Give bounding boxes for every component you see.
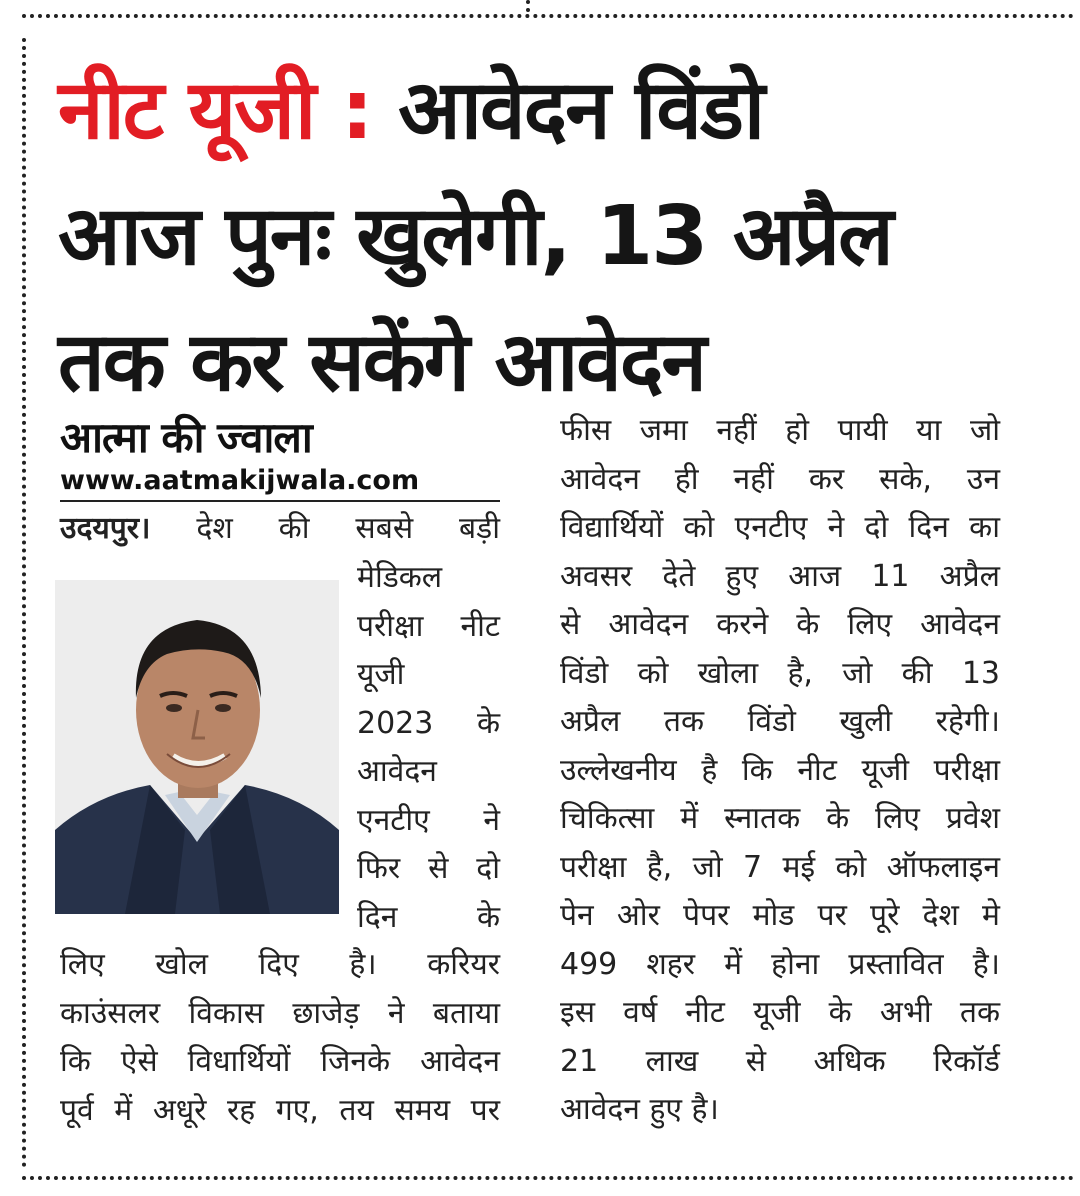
brand-name: आत्मा की ज्वाला bbox=[60, 413, 312, 462]
narrow-line: दिन के bbox=[357, 899, 500, 935]
body-line: कि ऐसे विधार्थियों जिनके आवेदन bbox=[60, 1044, 500, 1079]
body-line: उल्लेखनीय है कि नीट यूजी परीक्षा bbox=[560, 752, 1000, 788]
headline bbox=[58, 48, 1058, 426]
body-line: विद्यार्थियों को एनटीए ने दो दिन का bbox=[560, 510, 1000, 545]
person-portrait-illustration bbox=[55, 580, 339, 914]
body-line: अवसर देते हुए आज 11 अप्रैल bbox=[560, 558, 1000, 594]
narrow-line: आवेदन bbox=[357, 754, 437, 789]
body-line: 21 लाख से अधिक रिकॉर्ड bbox=[560, 1043, 1000, 1079]
column-1-bottom-text bbox=[60, 941, 500, 1135]
body-line: आवेदन ही नहीं कर सके, उन bbox=[560, 461, 1000, 497]
top-dotted-border bbox=[22, 14, 1074, 18]
body-line: परीक्षा है, जो 7 मई को ऑफलाइन bbox=[560, 849, 1000, 885]
byline-divider bbox=[60, 500, 500, 502]
narrow-line: यूजी bbox=[357, 657, 405, 692]
body-line: फीस जमा नहीं हो पायी या जो bbox=[560, 413, 1000, 448]
body-line: 499 शहर में होना प्रस्तावित है। bbox=[560, 946, 1000, 982]
headline-black-part: आवेदन विंडो bbox=[398, 63, 764, 158]
dateline: उदयपुर। bbox=[60, 511, 151, 546]
body-line: विंडो को खोला है, जो की 13 bbox=[560, 655, 1000, 691]
narrow-line: फिर से दो bbox=[357, 851, 500, 886]
bottom-dotted-border bbox=[22, 1176, 1074, 1180]
headline-line-3: तक कर सकेंगे आवेदन bbox=[58, 315, 705, 410]
body-line: से आवेदन करने के लिए आवेदन bbox=[560, 607, 1000, 642]
column-1-lead bbox=[60, 505, 500, 554]
body-line: काउंसलर विकास छाजेड़ ने बताया bbox=[60, 995, 500, 1031]
narrow-line: 2023 के bbox=[357, 705, 500, 741]
column-2-text bbox=[560, 407, 1000, 1135]
headline-red-part: नीट यूजी : bbox=[58, 63, 372, 158]
narrow-line: मेडिकल bbox=[357, 560, 443, 595]
body-line: पेन ओर पेपर मोड पर पूरे देश मे bbox=[560, 898, 1000, 933]
left-dotted-border bbox=[22, 38, 26, 1168]
lead-text: देश की सबसे बड़ी bbox=[196, 511, 501, 546]
body-line: पूर्व में अधूरे रह गए, तय समय पर bbox=[60, 1092, 500, 1128]
website-url: www.aatmakijwala.com bbox=[60, 465, 420, 496]
narrow-line: परीक्षा नीट bbox=[357, 608, 500, 644]
body-line: आवेदन हुए है। bbox=[560, 1092, 719, 1127]
lead-line bbox=[60, 505, 500, 554]
body-line: लिए खोल दिए है। करियर bbox=[60, 947, 500, 982]
column-1-narrow-text bbox=[357, 554, 500, 942]
narrow-line: एनटीए ने bbox=[357, 802, 500, 838]
top-center-dotted-mark bbox=[526, 0, 530, 12]
counsellor-photo bbox=[55, 580, 339, 914]
body-line: इस वर्ष नीट यूजी के अभी तक bbox=[560, 995, 1000, 1030]
body-line: चिकित्सा में स्नातक के लिए प्रवेश bbox=[560, 801, 1000, 836]
headline-line-2: आज पुनः खुलेगी, 13 अप्रैल bbox=[58, 189, 892, 284]
body-line: अप्रैल तक विंडो खुली रहेगी। bbox=[560, 704, 1000, 739]
